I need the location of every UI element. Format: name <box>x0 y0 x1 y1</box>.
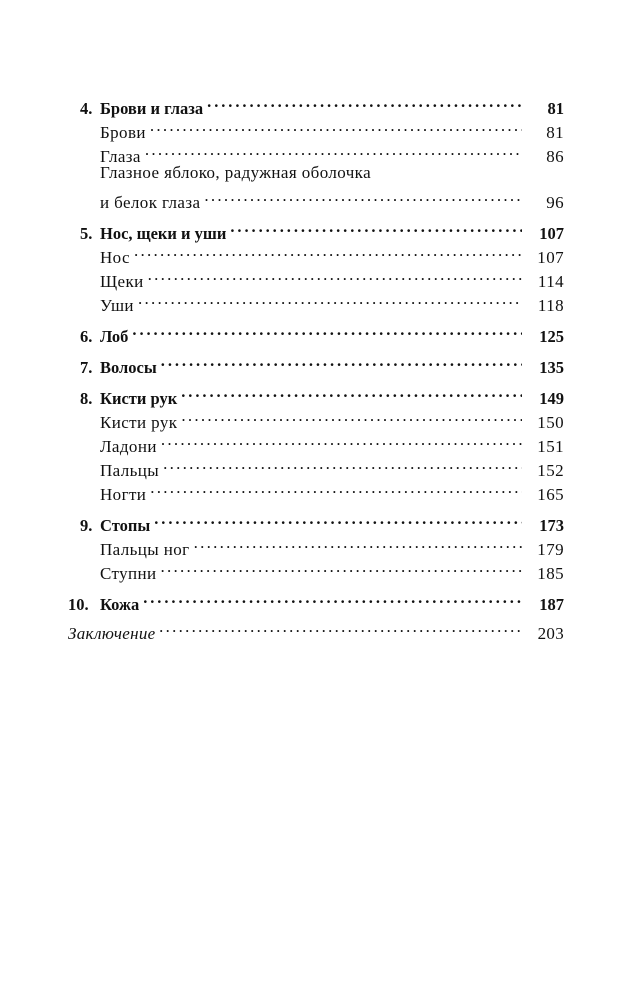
chapter-page-number: 149 <box>539 389 564 408</box>
dot-leader <box>143 586 522 610</box>
dot-leader <box>161 349 522 373</box>
dot-leader <box>207 90 522 114</box>
toc-chapter-5[interactable] <box>0 215 631 243</box>
item-title-line-2: и белок глаза <box>100 193 201 212</box>
item-title: Кисти рук <box>100 413 178 432</box>
item-page-number: 179 <box>537 540 564 559</box>
item-title-line-1: Глазное яблоко, радужная оболочка <box>100 163 372 182</box>
toc-item-multiline-first[interactable] <box>0 162 631 184</box>
chapter-number: 7. <box>80 358 93 377</box>
item-page-number: 152 <box>537 461 564 480</box>
item-page-number: 96 <box>546 193 564 212</box>
dot-leader <box>161 428 522 452</box>
toc-item[interactable] <box>0 404 631 432</box>
toc-item[interactable] <box>0 114 631 142</box>
chapter-title: Стопы <box>100 516 151 535</box>
chapter-number: 10. <box>68 595 89 614</box>
dot-leader <box>145 138 522 162</box>
item-title: Ногти <box>100 485 147 504</box>
chapter-page-number: 135 <box>539 358 564 377</box>
chapter-page-number: 173 <box>539 516 564 535</box>
item-page-number: 150 <box>537 413 564 432</box>
toc-epilogue[interactable] <box>0 615 631 643</box>
toc-chapter-7[interactable] <box>0 349 631 377</box>
toc-item[interactable] <box>0 531 631 559</box>
toc-item[interactable] <box>0 138 631 166</box>
chapter-title: Нос, щеки и уши <box>100 224 227 243</box>
item-title: Глаза <box>100 147 141 166</box>
dot-leader <box>150 114 522 138</box>
chapter-title: Волосы <box>100 358 157 377</box>
item-title: Брови <box>100 123 146 142</box>
epilogue-title: Заключение <box>68 624 156 643</box>
item-title: Пальцы ног <box>100 540 190 559</box>
toc-chapter-8[interactable] <box>0 380 631 408</box>
toc-item[interactable] <box>0 287 631 315</box>
dot-leader <box>194 531 522 555</box>
dot-leader <box>181 380 522 404</box>
epilogue-page-number: 203 <box>537 624 564 643</box>
chapter-page-number: 81 <box>547 99 564 118</box>
toc-item[interactable] <box>0 263 631 291</box>
chapter-title: Лоб <box>100 327 129 346</box>
chapter-page-number: 125 <box>539 327 564 346</box>
item-page-number: 165 <box>537 485 564 504</box>
chapter-title: Кисти рук <box>100 389 178 408</box>
dot-leader <box>181 404 522 428</box>
dot-leader <box>154 507 522 531</box>
table-of-contents <box>0 90 631 643</box>
item-title: Нос <box>100 248 130 267</box>
toc-item-multiline-second[interactable] <box>0 184 631 212</box>
dot-leader <box>148 263 522 287</box>
toc-item[interactable] <box>0 452 631 480</box>
chapter-number: 9. <box>80 516 93 535</box>
toc-item[interactable] <box>0 476 631 504</box>
item-title: Ладони <box>100 437 157 456</box>
toc-chapter-10[interactable] <box>0 586 631 614</box>
toc-chapter-4[interactable] <box>0 90 631 118</box>
dot-leader <box>160 615 522 639</box>
dot-leader <box>204 184 522 208</box>
item-page-number: 185 <box>537 564 564 583</box>
item-page-number: 107 <box>537 248 564 267</box>
item-page-number: 118 <box>537 296 564 315</box>
dot-leader <box>161 555 522 579</box>
chapter-number: 8. <box>80 389 93 408</box>
item-title: Щеки <box>100 272 144 291</box>
dot-leader <box>163 452 522 476</box>
toc-chapter-6[interactable] <box>0 318 631 346</box>
item-page-number: 151 <box>537 437 564 456</box>
toc-item[interactable] <box>0 428 631 456</box>
chapter-number: 4. <box>80 99 93 118</box>
item-title: Пальцы <box>100 461 160 480</box>
item-page-number: 81 <box>546 123 564 142</box>
toc-item[interactable] <box>0 239 631 267</box>
chapter-number: 5. <box>80 224 93 243</box>
chapter-page-number: 187 <box>539 595 564 614</box>
item-title: Уши <box>100 296 134 315</box>
item-page-number: 114 <box>537 272 564 291</box>
toc-chapter-9[interactable] <box>0 507 631 535</box>
item-page-number: 86 <box>546 147 564 166</box>
chapter-number: 6. <box>80 327 93 346</box>
chapter-title: Кожа <box>100 595 140 614</box>
chapter-title: Брови и глаза <box>100 99 204 118</box>
dot-leader <box>150 476 522 500</box>
dot-leader <box>230 215 522 239</box>
dot-leader <box>132 318 522 342</box>
item-title: Ступни <box>100 564 157 583</box>
toc-item[interactable] <box>0 555 631 583</box>
chapter-page-number: 107 <box>539 224 564 243</box>
dot-leader <box>134 239 522 263</box>
dot-leader <box>138 287 522 311</box>
